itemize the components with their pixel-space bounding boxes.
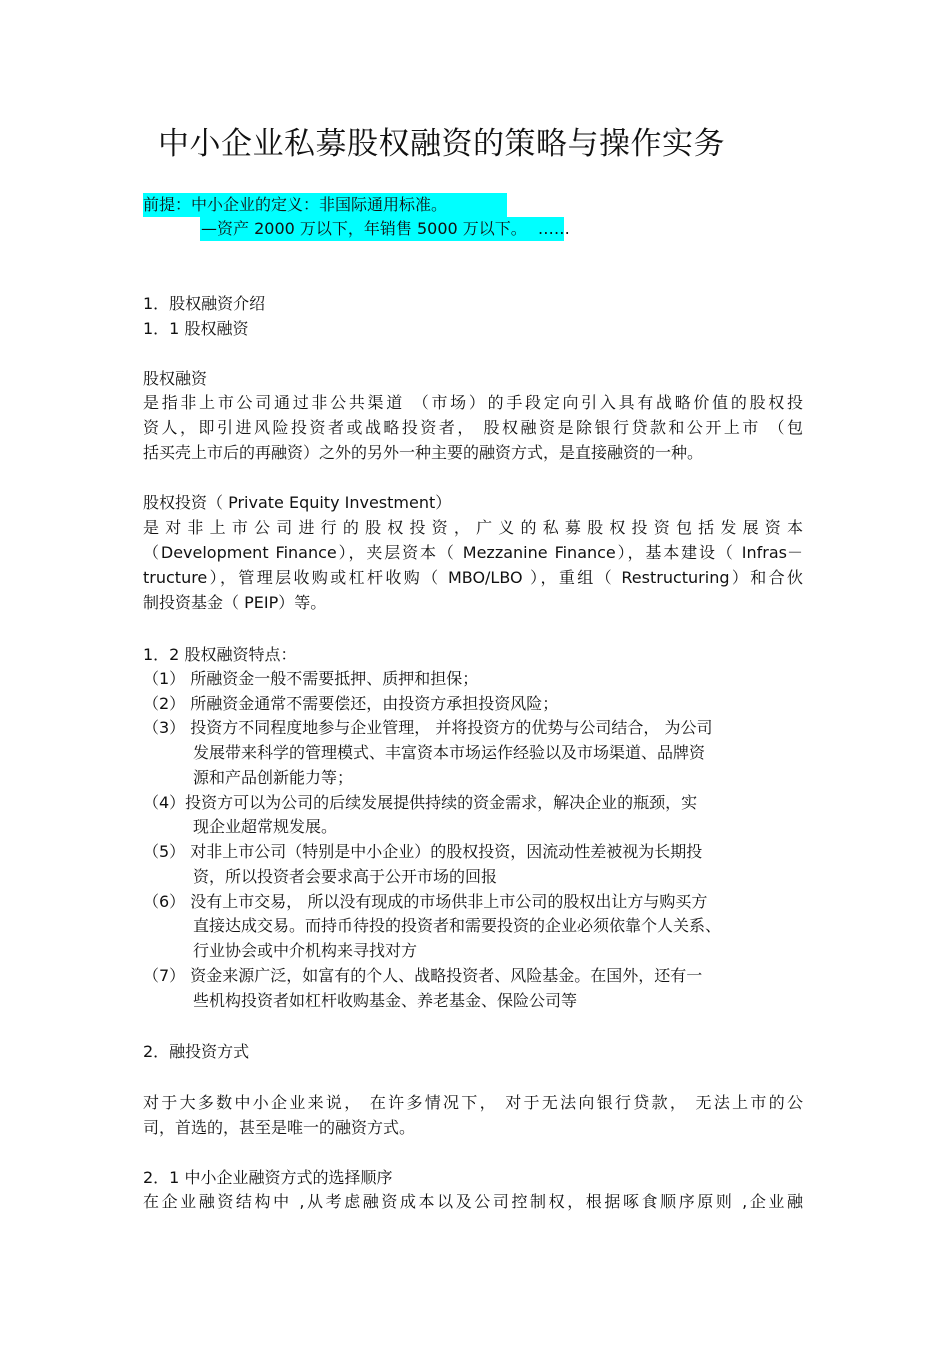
list-item: （7） 资金来源广泛，如富有的个人、战略投资者、风险基金。在国外，还有一 (143, 966, 703, 985)
term-heading: 股权投资（ Private Equity Investment） (143, 493, 452, 512)
paragraph-line: tructure），管理层收购或杠杆收购（ MBO/LBO ），重组（ Restructuring）和合伙 (143, 568, 803, 587)
list-item-continuation: 源和产品创新能力等； (193, 768, 354, 787)
list-item-continuation: 些机构投资者如杠杆收购基金、养老基金、保险公司等 (193, 991, 578, 1010)
paragraph-line: 制投资基金（ PEIP）等。 (143, 593, 327, 612)
premise-line-1: 前提：中小企业的定义：非国际通用标准。 (143, 195, 448, 214)
list-item: （2） 所融资金通常不需要偿还，由投资方承担投资风险； (143, 694, 559, 713)
subsection-heading: 2．1 中小企业融资方式的选择顺序 (143, 1168, 393, 1187)
premise-line-2 (201, 217, 570, 241)
list-item-continuation: 直接达成交易。而持币待投的投资者和需要投资的企业必须依靠个人关系、 (193, 916, 722, 935)
list-item: （6） 没有上市交易， 所以没有现成的市场供非上市公司的股权出让方与购买方 (143, 892, 708, 911)
list-item-continuation: 行业协会或中介机构来寻找对方 (193, 941, 418, 960)
premise-ellipsis: …… (537, 219, 570, 238)
subsection-heading: 1．2 股权融资特点： (143, 645, 297, 664)
list-item: （3） 投资方不同程度地参与企业管理， 并将投资方的优势与公司结合， 为公司 (143, 718, 713, 737)
paragraph-line: 在企业融资结构中 ,从考虑融资成本以及公司控制权，根据啄食顺序原则 ,企业融 (143, 1192, 803, 1211)
list-item-continuation: 发展带来科学的管理模式、丰富资本市场运作经验以及市场渠道、品牌资 (193, 743, 706, 762)
list-item: （4）投资方可以为公司的后续发展提供持续的资金需求，解决企业的瓶颈，实 (143, 793, 698, 812)
section-heading: 2．融投资方式 (143, 1042, 250, 1061)
list-item-continuation: 资，所以投资者会要求高于公开市场的回报 (193, 867, 498, 886)
document-title: 中小企业私募股权融资的策略与操作实务 (158, 126, 725, 162)
paragraph-line: 括买壳上市后的再融资）之外的另外一种主要的融资方式，是直接融资的一种。 (143, 443, 704, 462)
subsection-heading: 1．1 股权融资 (143, 319, 249, 338)
paragraph-line: （Development Finance），夹层资本（ Mezzanine Finance），基本建设（ Infras－ (143, 543, 803, 562)
term-heading: 股权融资 (143, 369, 208, 388)
paragraph-line: 对于大多数中小企业来说， 在许多情况下， 对于无法向银行贷款， 无法上市的公 (143, 1093, 803, 1112)
paragraph-line: 是对非上市公司进行的股权投资，广义的私募股权投资包括发展资本 (143, 518, 803, 537)
paragraph-line: 司，首选的，甚至是唯一的融资方式。 (143, 1118, 416, 1137)
list-item: （1） 所融资金一般不需要抵押、质押和担保； (143, 669, 479, 688)
list-item-continuation: 现企业超常规发展。 (193, 817, 338, 836)
paragraph-line: 是指非上市公司通过非公共渠道 （市场）的手段定向引入具有战略价值的股权投 (143, 393, 803, 412)
list-item: （5） 对非上市公司（特别是中小企业）的股权投资，因流动性差被视为长期投 (143, 842, 703, 861)
section-heading: 1．股权融资介绍 (143, 294, 266, 313)
premise-line-2-text: —资产 2000 万以下，年销售 5000 万以下。 (201, 219, 527, 238)
paragraph-line: 资人，即引进风险投资者或战略投资者， 股权融资是除银行贷款和公开上市 （包 (143, 418, 803, 437)
